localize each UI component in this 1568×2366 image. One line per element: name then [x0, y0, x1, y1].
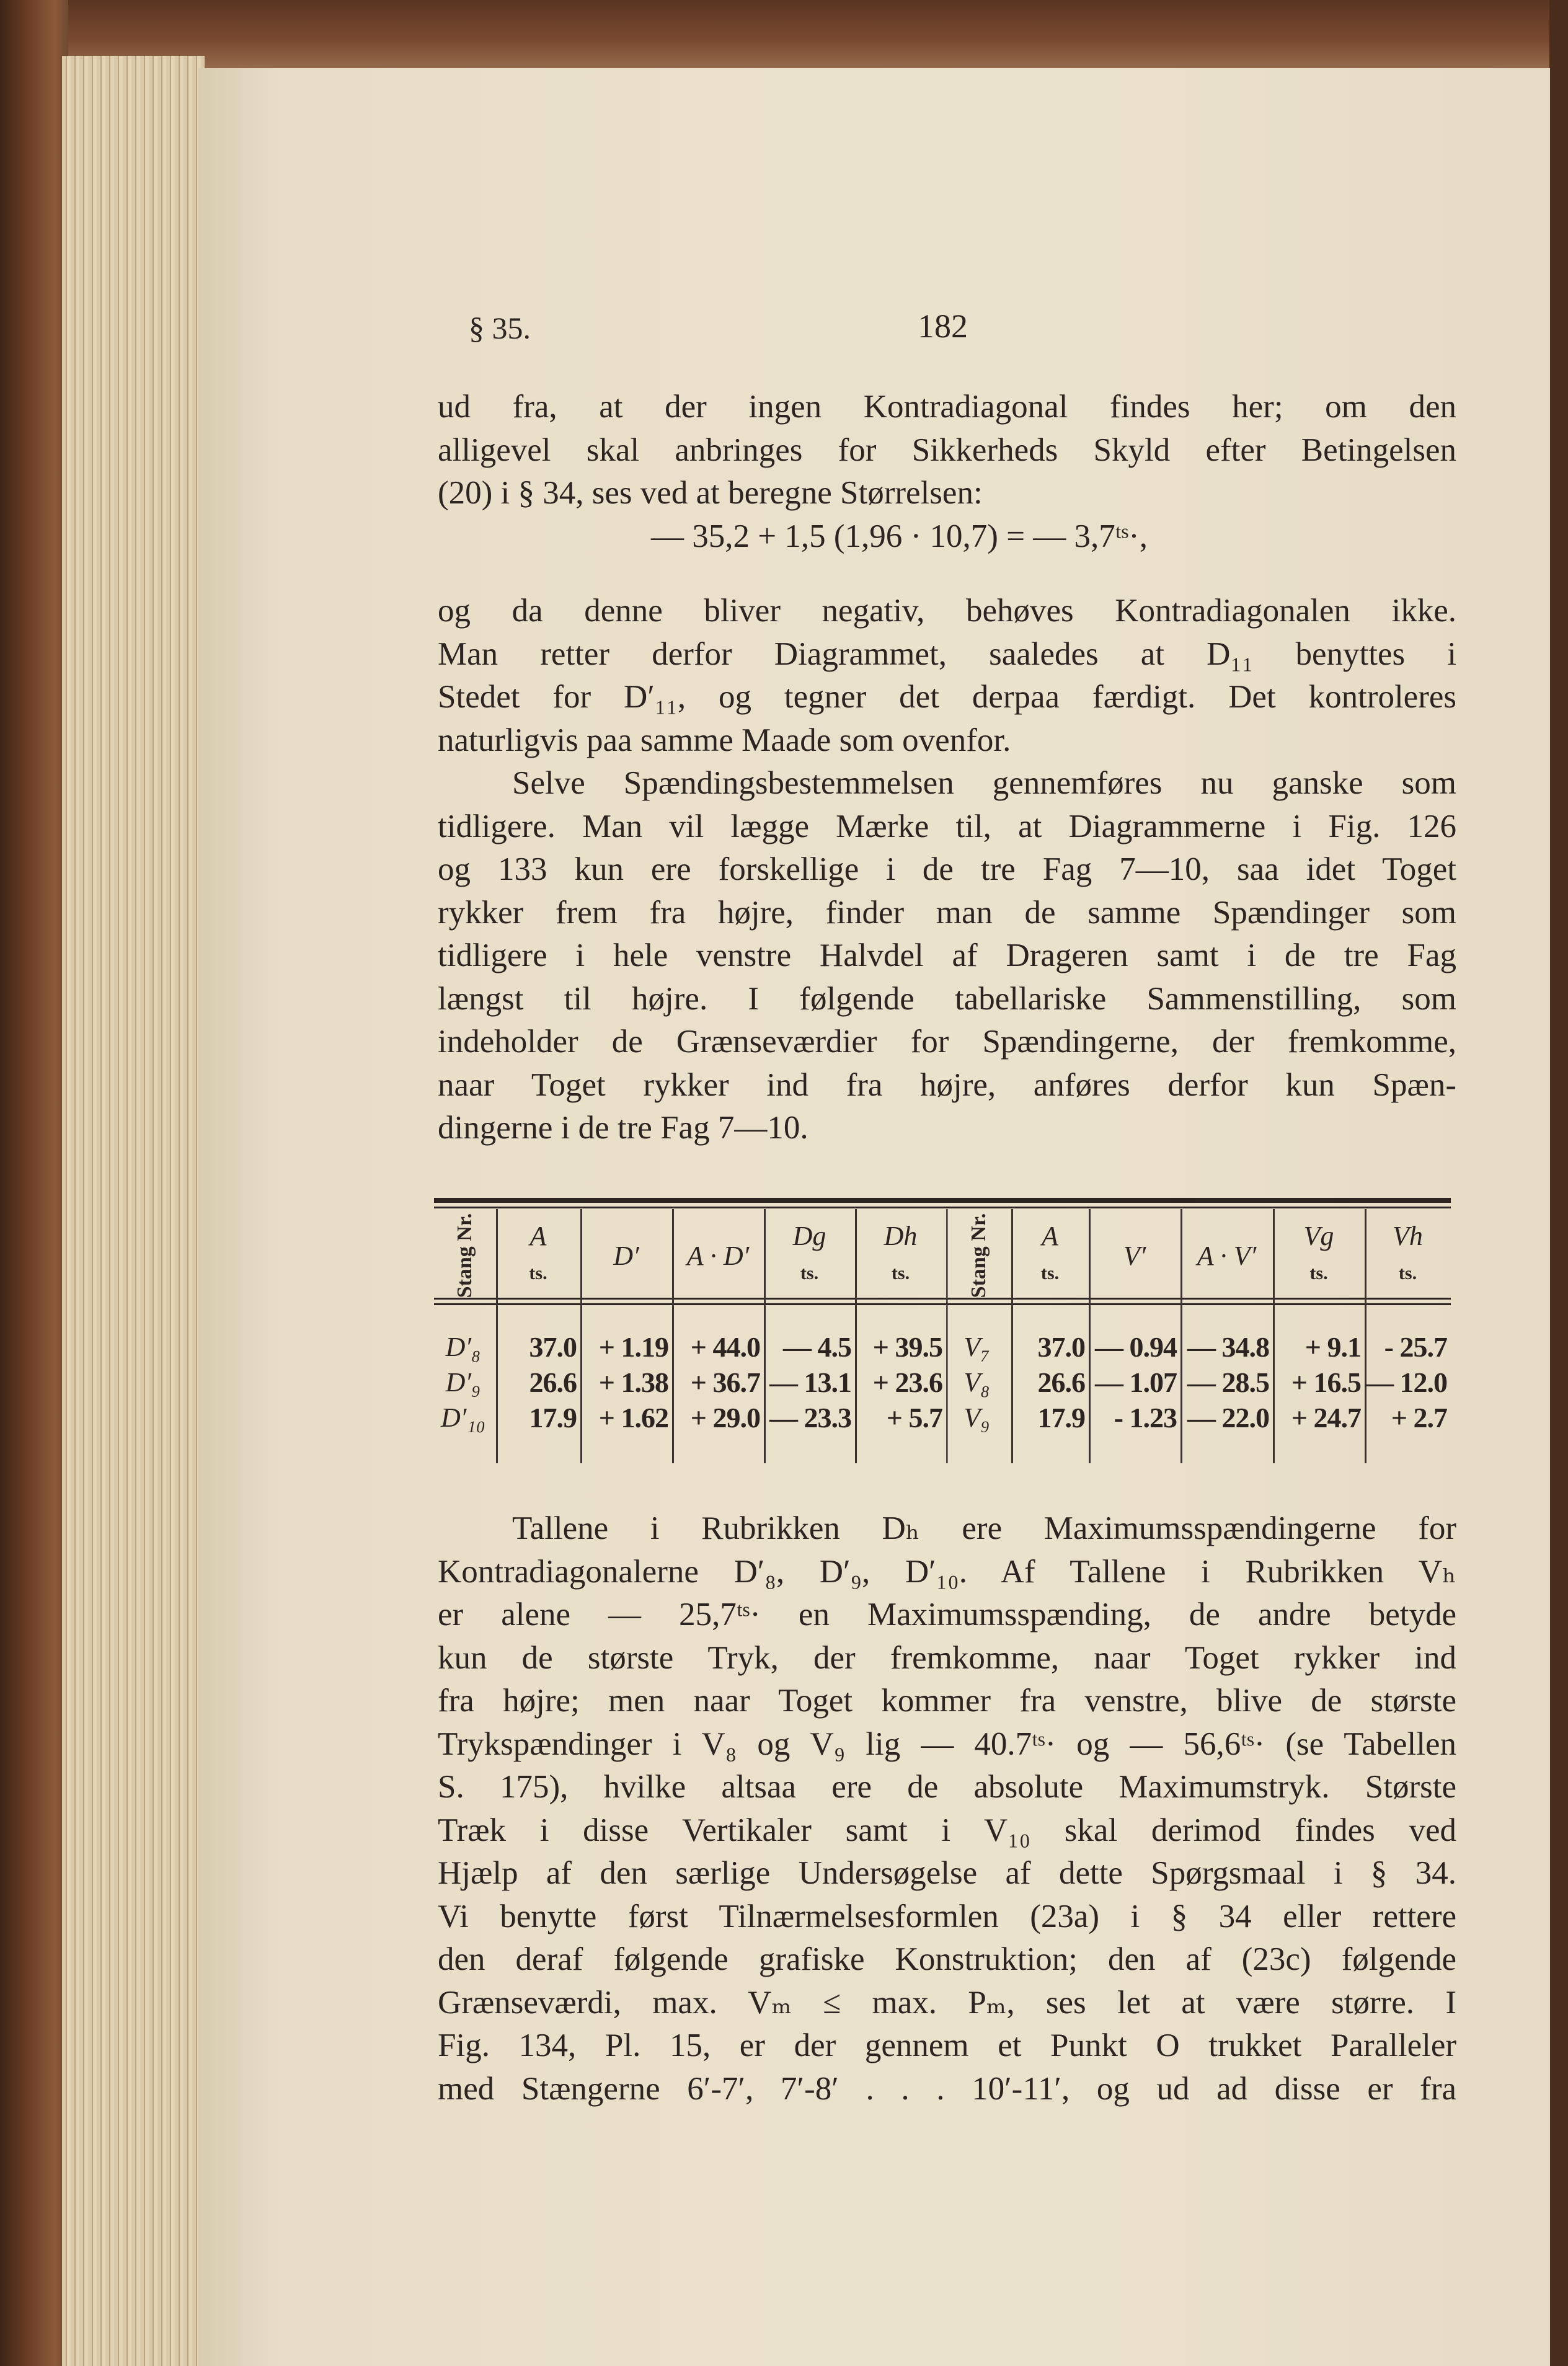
column-header — [1365, 1215, 1451, 1304]
table-cell: 26.6 — [529, 1367, 577, 1398]
column-header — [764, 1215, 855, 1304]
column-header — [1180, 1215, 1273, 1324]
paragraph-1 — [438, 386, 1456, 515]
header-unit: ts. — [1309, 1263, 1328, 1283]
header-unit: ts. — [800, 1263, 819, 1283]
header-label: V′ — [1123, 1241, 1146, 1271]
table-cell: — 22.0 — [1187, 1402, 1269, 1433]
table-cell: — 1.07 — [1095, 1367, 1177, 1398]
book-spine — [0, 0, 68, 2366]
column-header — [1089, 1215, 1180, 1324]
text-line: og 133 kun ere forskellige i de tre Fag 7—10, saa idet Toget — [438, 851, 1456, 887]
text-line: kun de største Tryk, der fremkomme, naar Toget rykker ind — [438, 1639, 1456, 1676]
header-label: A — [1042, 1221, 1058, 1251]
table-cell: — 0.94 — [1095, 1331, 1177, 1363]
header-label: A · D′ — [686, 1241, 750, 1271]
header-unit: ts. — [1398, 1263, 1417, 1283]
table-cell: + 16.5 — [1291, 1367, 1361, 1398]
text-line: indeholder de Grænseværdier for Spændingerne, der fremkomme, — [438, 1024, 1456, 1060]
header-label: A — [529, 1221, 547, 1251]
header-label: Stang Nr. — [967, 1213, 990, 1298]
text-line: Træk i disse Vertikaler samt i V₁₀ skal derimod findes ved — [438, 1812, 1456, 1848]
table-cell: + 39.5 — [872, 1331, 942, 1363]
text-line: tidligere. Man vil lægge Mærke til, at Diagrammerne i Fig. 126 — [438, 808, 1456, 844]
column-header — [580, 1215, 672, 1324]
table-cell: — 34.8 — [1187, 1331, 1269, 1363]
table-cell: 37.0 — [529, 1331, 577, 1363]
table-cell: 17.9 — [529, 1402, 577, 1433]
book-cover-right — [1549, 0, 1568, 2366]
section-marker: § 35. — [469, 311, 531, 345]
table-cell: + 2.7 — [1391, 1402, 1447, 1433]
column-header — [855, 1215, 946, 1304]
text-line: Fig. 134, Pl. 15, er der gennem et Punkt O trukket Paralleler — [438, 2027, 1456, 2063]
text-line: alligevel skal anbringes for Sikkerheds Skyld efter Betingelsen — [438, 432, 1456, 468]
table-cell: - 1.23 — [1114, 1402, 1177, 1433]
table-cell: 26.6 — [1037, 1367, 1085, 1398]
text-line: med Stængerne 6′-7′, 7′-8′ . . . 10′-11′, og ud ad disse er fra — [438, 2070, 1456, 2107]
header-unit: ts. — [891, 1263, 910, 1283]
table-cell: — 23.3 — [769, 1402, 851, 1433]
table-cell: V₉ — [963, 1402, 990, 1433]
header-unit: ts. — [529, 1263, 547, 1283]
text-line: ud fra, at der ingen Kontradiagonal findes her; om den — [438, 389, 1456, 425]
header-label: Dg — [792, 1221, 826, 1251]
text-line: er alene — 25,7ᵗˢ· en Maximumsspænding, de andre betyde — [438, 1597, 1456, 1633]
text-line: Tallene i Rubrikken Dₕ ere Maximumsspændingerne for — [512, 1510, 1456, 1546]
text-line: rykker frem fra højre, finder man de samme Spændinger som — [438, 894, 1456, 931]
header-stang-nr — [434, 1215, 496, 1296]
table-cell: + 1.62 — [598, 1402, 668, 1433]
table-cell: + 29.0 — [690, 1402, 760, 1433]
text-line: og da denne bliver negativ, behøves Kontradiagonalen ikke. — [438, 593, 1456, 629]
table-cell: 17.9 — [1037, 1402, 1085, 1433]
text-line: Hjælp af den særlige Undersøgelse af dette Spørgsmaal i § 34. — [438, 1855, 1456, 1891]
text-line: Trykspændinger i V₈ og V₉ lig — 40.7ᵗˢ· og — 56,6ᵗˢ· (se Tabellen — [438, 1726, 1456, 1762]
table-cell: — 12.0 — [1365, 1367, 1447, 1398]
table-cell: + 9.1 — [1304, 1331, 1361, 1363]
table-cell: D′₉ — [445, 1367, 481, 1398]
text-line: naturligvis paa samme Maade som ovenfor. — [438, 722, 1011, 758]
header-label: A · V′ — [1197, 1241, 1257, 1271]
text-line: naar Toget rykker ind fra højre, anføres derfor kun Spæn- — [438, 1066, 1456, 1103]
table-rule — [434, 1207, 1451, 1208]
paragraph-4 — [438, 1507, 1456, 2111]
table-cell: V₇ — [963, 1332, 990, 1362]
table-cell: + 23.6 — [872, 1367, 942, 1398]
book-cover-top — [0, 0, 1568, 74]
table-cell: D′₈ — [445, 1332, 481, 1362]
header-label: D′ — [613, 1241, 639, 1271]
header-unit: ts. — [1040, 1263, 1060, 1283]
paragraph-2 — [438, 590, 1456, 1150]
table-cell: D′₁₀ — [441, 1402, 485, 1433]
column-header — [496, 1215, 580, 1304]
text-line: den deraf følgende grafiske Konstruktion; den af (23c) følgende — [438, 1941, 1456, 1977]
table-cell: — 13.1 — [769, 1367, 851, 1398]
text-line: tidligere i hele venstre Halvdel af Drageren samt i de tre Fag — [438, 937, 1456, 973]
text-line: fra højre; men naar Toget kommer fra venstre, blive de største — [438, 1683, 1456, 1719]
page-number: 182 — [918, 308, 968, 345]
page-edges — [62, 56, 205, 2366]
table-cell: — 28.5 — [1187, 1367, 1269, 1398]
column-header — [1011, 1215, 1089, 1304]
column-header — [1273, 1215, 1365, 1304]
text-line: Selve Spændingsbestemmelsen gennemføres nu ganske som — [512, 765, 1456, 801]
header-label: Stang Nr. — [453, 1213, 476, 1298]
header-label: Dh — [884, 1221, 918, 1251]
table-cell: — 4.5 — [783, 1331, 851, 1363]
formula: — 35,2 + 1,5 (1,96 · 10,7) = — 3,7ᵗˢ·, — [651, 518, 1148, 554]
text-line: S. 175), hvilke altsaa ere de absolute Maximumstryk. Største — [438, 1769, 1456, 1805]
header-stang-nr — [946, 1215, 1011, 1296]
table-cell: + 5.7 — [886, 1402, 942, 1433]
text-line: Kontradiagonalerne D′₈, D′₉, D′₁₀. Af Tallene i Rubrikken Vₕ — [438, 1553, 1456, 1590]
table-cell: + 36.7 — [690, 1367, 760, 1398]
text-line: Grænseværdi, max. Vₘ ≤ max. Pₘ, ses let at være større. I — [438, 1984, 1456, 2021]
table-cell: + 1.19 — [598, 1331, 668, 1363]
column-header — [672, 1215, 764, 1324]
table-cell: V₈ — [963, 1367, 990, 1398]
text-line: Man retter derfor Diagrammet, saaledes at D₁₁ benyttes i — [438, 636, 1456, 672]
header-label: Vg — [1303, 1221, 1334, 1251]
table-cell: 37.0 — [1037, 1331, 1085, 1363]
table-cell: + 1.38 — [598, 1367, 668, 1398]
text-line: (20) i § 34, ses ved at beregne Størrelsen: — [438, 475, 983, 511]
header-label: Vh — [1393, 1221, 1423, 1251]
text-line: dingerne i de tre Fag 7—10. — [438, 1110, 808, 1146]
text-line: Stedet for D′₁₁, og tegner det derpaa færdigt. Det kontroleres — [438, 679, 1456, 715]
table-cell: - 25.7 — [1384, 1331, 1447, 1363]
table-rule — [434, 1198, 1451, 1203]
table-cell: + 44.0 — [690, 1331, 760, 1363]
text-line: længst til højre. I følgende tabellariske Sammenstilling, som — [438, 980, 1456, 1017]
text-line: Vi benytte først Tilnærmelsesformlen (23a) i § 34 eller rettere — [438, 1898, 1456, 1934]
table-cell: + 24.7 — [1291, 1402, 1361, 1433]
